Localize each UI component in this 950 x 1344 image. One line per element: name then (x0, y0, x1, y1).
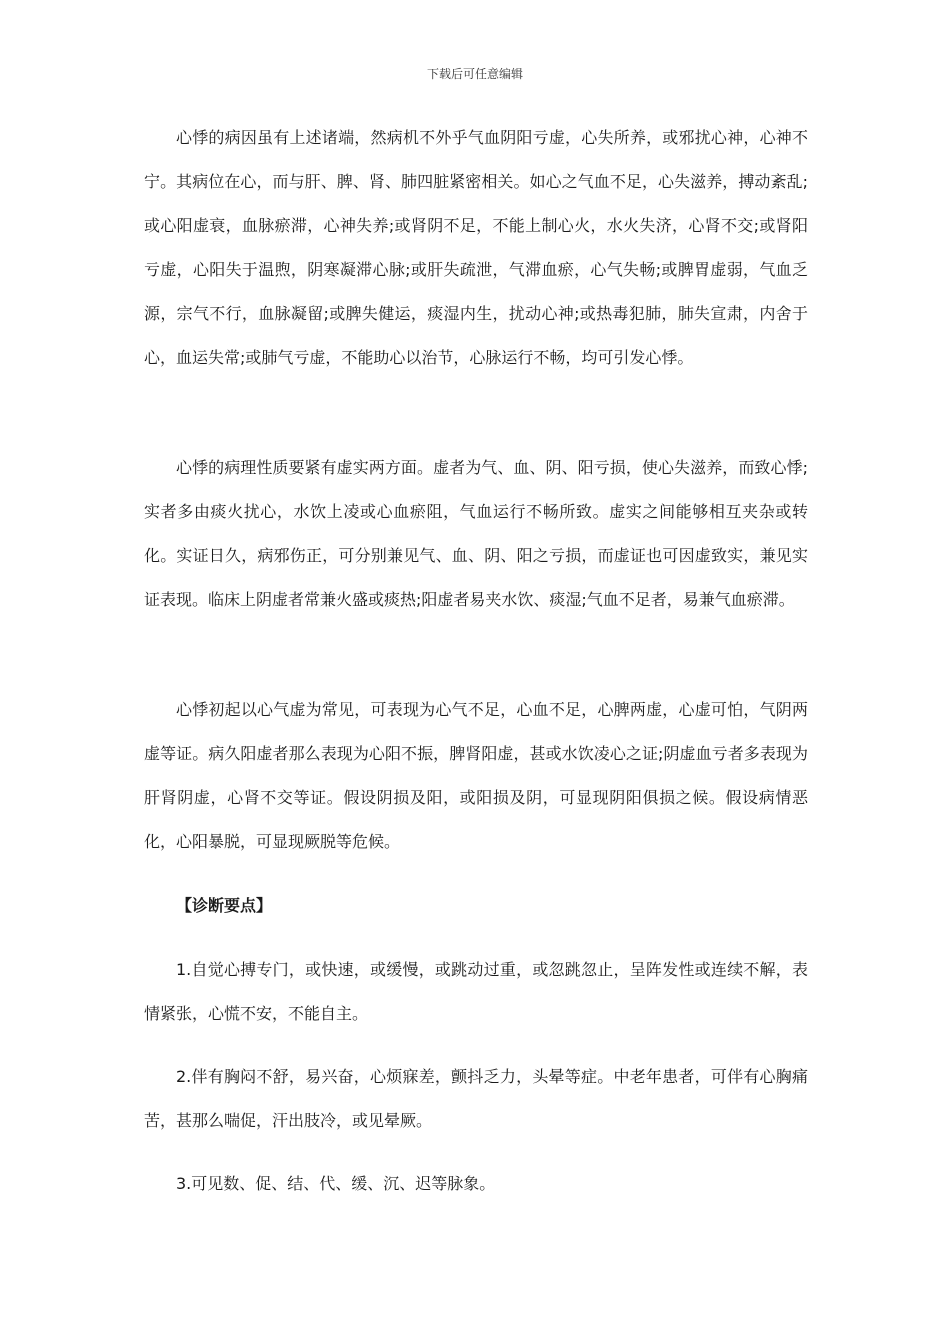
diagnosis-item-3: 3.可见数、促、结、代、缓、沉、迟等脉象。 (176, 1174, 496, 1193)
paragraph-disease-course: 心悸初起以心气虚为常见，可表现为心气不足，心血不足，心脾两虚，心虚可怕，气阴两虚等证。病久阳虚者那么表现为心阳不振，脾肾阳虚，甚或水饮凌心之证;阴虚血亏者多表现为肝肾阴虚，心肾不交等证。假设阴损及阳，或阳损及阴，可显现阴阳俱损之候。假设病情恶化，心阳暴脱，可显现厥脱等危候。 (144, 700, 808, 851)
paragraph-etiology: 心悸的病因虽有上述诸端，然病机不外乎气血阴阳亏虚，心失所养，或邪扰心神，心神不宁。其病位在心，而与肝、脾、肾、肺四脏紧密相关。如心之气血不足，心失滋养，搏动紊乱;或心阳虚衰，血脉瘀滞，心神失养;或肾阴不足，不能上制心火，水火失济，心肾不交;或肾阳亏虚，心阳失于温煦，阴寒凝滞心脉;或肝失疏泄，气滞血瘀，心气失畅;或脾胃虚弱，气血乏源，宗气不行，血脉凝留;或脾失健运，痰湿内生，扰动心神;或热毒犯肺，肺失宣肃，内舍于心，血运失常;或肺气亏虚，不能助心以治节，心脉运行不畅，均可引发心悸。 (144, 128, 808, 367)
page-header-note: 下载后可任意编辑 (426, 67, 523, 81)
paragraph-pathology-nature: 心悸的病理性质要紧有虚实两方面。虚者为气、血、阴、阳亏损，使心失滋养，而致心悸;实者多由痰火扰心，水饮上凌或心血瘀阻，气血运行不畅所致。虚实之间能够相互夹杂或转化。实证日久，病邪伤正，可分别兼见气、血、阴、阳之亏损，而虚证也可因虚致实，兼见实证表现。临床上阴虚者常兼火盛或痰热;阳虚者易夹水饮、痰湿;气血不足者，易兼气血瘀滞。 (144, 458, 808, 609)
diagnosis-item-1: 1.自觉心搏专门，或快速，或缓慢，或跳动过重，或忽跳忽止，呈阵发性或连续不解，表情紧张，心慌不安，不能自主。 (144, 960, 808, 1023)
diagnosis-item-2: 2.伴有胸闷不舒，易兴奋，心烦寐差，颤抖乏力，头晕等症。中老年患者，可伴有心胸痛苦，甚那么喘促，汗出肢冷，或见晕厥。 (144, 1067, 808, 1130)
section-heading: 【诊断要点】 (176, 896, 273, 915)
